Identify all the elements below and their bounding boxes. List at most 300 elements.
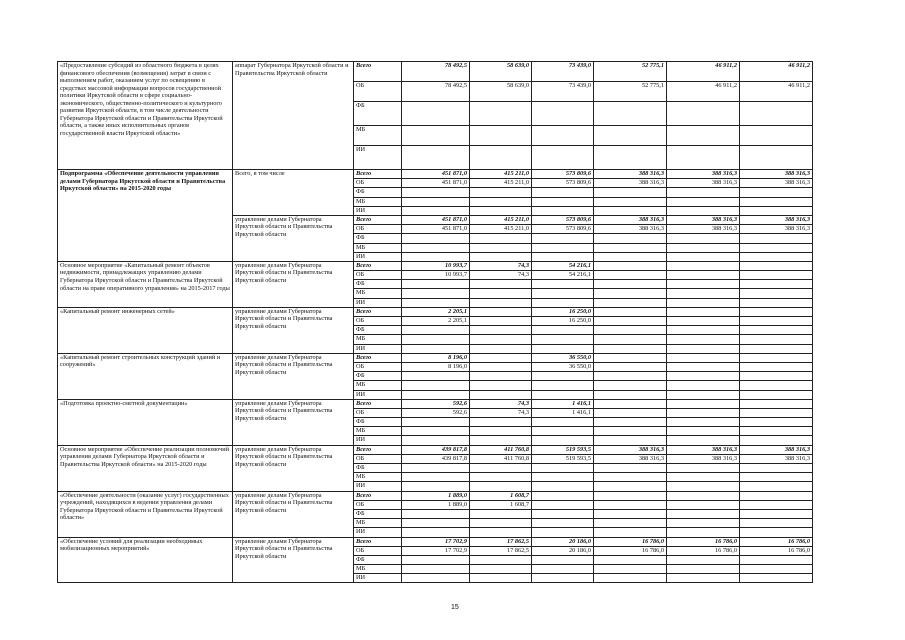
value-cell <box>740 436 813 445</box>
value-cell <box>470 509 532 518</box>
value-cell <box>470 243 532 252</box>
value-cell <box>532 519 594 528</box>
value-cell <box>740 482 813 491</box>
funding-source-cell: ОБ <box>354 362 402 371</box>
funding-source-cell: Всего <box>354 215 402 224</box>
value-cell: 46 911,2 <box>740 62 813 82</box>
activity-name-cell: «Обеспечение деятельности (оказание услуг) государственных учреждений, находящихся в ведении управления делами Губернатора Иркутской области и Правительства Иркутской области» <box>58 491 233 537</box>
funding-source-cell: ФБ <box>354 102 402 126</box>
value-cell <box>740 362 813 371</box>
value-cell <box>667 427 740 436</box>
value-cell <box>532 464 594 473</box>
value-cell <box>594 399 667 408</box>
value-cell: 8 196,0 <box>402 362 470 371</box>
value-cell: 36 550,0 <box>532 353 594 362</box>
value-cell: 16 786,0 <box>594 546 667 555</box>
value-cell <box>470 464 532 473</box>
executor-cell: аппарат Губернатора Иркутской области и Правительства Иркутской области <box>233 62 354 170</box>
value-cell <box>740 528 813 537</box>
value-cell <box>740 243 813 252</box>
value-cell <box>740 271 813 280</box>
value-cell <box>667 408 740 417</box>
table-row <box>58 399 813 408</box>
value-cell <box>594 528 667 537</box>
funding-source-cell: Всего <box>354 445 402 454</box>
value-cell <box>667 362 740 371</box>
value-cell: 388 316,3 <box>740 215 813 224</box>
funding-source-cell: МБ <box>354 243 402 252</box>
value-cell <box>667 519 740 528</box>
value-cell <box>594 464 667 473</box>
value-cell: 388 316,3 <box>667 179 740 188</box>
value-cell <box>470 528 532 537</box>
value-cell <box>594 298 667 307</box>
value-cell <box>402 146 470 170</box>
value-cell <box>470 335 532 344</box>
value-cell <box>740 252 813 261</box>
value-cell: 592,6 <box>402 408 470 417</box>
value-cell: 16 786,0 <box>740 546 813 555</box>
value-cell: 388 316,3 <box>740 179 813 188</box>
value-cell: 411 760,8 <box>470 454 532 463</box>
value-cell <box>594 326 667 335</box>
funding-source-cell: Всего <box>354 537 402 546</box>
value-cell <box>740 335 813 344</box>
value-cell <box>470 555 532 564</box>
value-cell <box>740 473 813 482</box>
value-cell <box>667 280 740 289</box>
value-cell <box>532 146 594 170</box>
value-cell: 17 862,5 <box>470 537 532 546</box>
value-cell <box>402 252 470 261</box>
value-cell: 451 871,0 <box>402 179 470 188</box>
value-cell: 415 211,0 <box>470 225 532 234</box>
value-cell: 74,3 <box>470 261 532 270</box>
value-cell <box>740 298 813 307</box>
value-cell: 16 786,0 <box>667 546 740 555</box>
value-cell <box>402 390 470 399</box>
value-cell: 58 639,0 <box>470 82 532 102</box>
value-cell: 2 205,1 <box>402 317 470 326</box>
value-cell: 16 786,0 <box>740 537 813 546</box>
funding-source-cell: ФБ <box>354 464 402 473</box>
value-cell <box>740 574 813 583</box>
value-cell <box>402 243 470 252</box>
value-cell <box>532 390 594 399</box>
funding-source-cell: ИИ <box>354 436 402 445</box>
value-cell <box>667 317 740 326</box>
activity-name-cell: Подпрограмма «Обеспечение деятельности управления делами Губернатора Иркутской области и Правительства Иркутской области» на 2015-2020 годы <box>58 170 233 262</box>
value-cell <box>402 197 470 206</box>
value-cell <box>667 146 740 170</box>
value-cell: 1 608,7 <box>470 491 532 500</box>
value-cell: 1 416,1 <box>532 408 594 417</box>
table-row <box>58 445 813 454</box>
value-cell: 592,6 <box>402 399 470 408</box>
value-cell <box>740 491 813 500</box>
funding-source-cell: Всего <box>354 399 402 408</box>
value-cell: 74,3 <box>470 408 532 417</box>
value-cell <box>402 289 470 298</box>
value-cell <box>532 482 594 491</box>
value-cell <box>667 234 740 243</box>
value-cell: 1 889,0 <box>402 491 470 500</box>
value-cell <box>740 197 813 206</box>
value-cell <box>470 326 532 335</box>
value-cell <box>740 102 813 126</box>
value-cell <box>740 399 813 408</box>
funding-source-cell: ОБ <box>354 454 402 463</box>
value-cell <box>667 298 740 307</box>
value-cell: 16 250,0 <box>532 307 594 316</box>
value-cell <box>594 206 667 215</box>
value-cell <box>667 102 740 126</box>
value-cell: 20 186,0 <box>532 537 594 546</box>
value-cell <box>594 280 667 289</box>
value-cell <box>667 335 740 344</box>
funding-source-cell: МБ <box>354 565 402 574</box>
funding-source-cell: МБ <box>354 519 402 528</box>
value-cell: 388 316,3 <box>740 170 813 179</box>
value-cell: 388 316,3 <box>740 445 813 454</box>
funding-source-cell: ФБ <box>354 509 402 518</box>
value-cell: 1 416,1 <box>532 399 594 408</box>
funding-source-cell: ФБ <box>354 188 402 197</box>
value-cell <box>402 126 470 146</box>
value-cell: 1 889,0 <box>402 500 470 509</box>
value-cell <box>667 188 740 197</box>
funding-source-cell: Всего <box>354 170 402 179</box>
value-cell <box>594 408 667 417</box>
funding-source-cell: МБ <box>354 473 402 482</box>
funding-source-cell: МБ <box>354 335 402 344</box>
value-cell <box>470 473 532 482</box>
value-cell: 52 775,1 <box>594 62 667 82</box>
value-cell <box>667 307 740 316</box>
value-cell <box>470 418 532 427</box>
value-cell: 2 205,1 <box>402 307 470 316</box>
value-cell <box>594 372 667 381</box>
value-cell <box>470 307 532 316</box>
value-cell <box>594 289 667 298</box>
value-cell: 74,3 <box>470 399 532 408</box>
funding-source-cell: ОБ <box>354 271 402 280</box>
value-cell <box>594 555 667 564</box>
value-cell <box>740 353 813 362</box>
value-cell <box>740 565 813 574</box>
value-cell <box>470 102 532 126</box>
value-cell <box>740 146 813 170</box>
value-cell: 16 250,0 <box>532 317 594 326</box>
value-cell <box>532 335 594 344</box>
value-cell <box>532 344 594 353</box>
value-cell <box>594 390 667 399</box>
value-cell <box>532 473 594 482</box>
value-cell: 78 492,5 <box>402 82 470 102</box>
value-cell <box>402 482 470 491</box>
value-cell <box>740 344 813 353</box>
funding-source-cell: Всего <box>354 307 402 316</box>
value-cell <box>402 372 470 381</box>
funding-source-cell: ОБ <box>354 225 402 234</box>
value-cell <box>402 206 470 215</box>
value-cell: 388 316,3 <box>667 170 740 179</box>
value-cell <box>532 126 594 146</box>
value-cell <box>667 399 740 408</box>
table-row <box>58 62 813 82</box>
value-cell <box>532 188 594 197</box>
value-cell <box>470 317 532 326</box>
value-cell <box>667 271 740 280</box>
value-cell <box>470 362 532 371</box>
funding-source-cell: ФБ <box>354 326 402 335</box>
value-cell: 451 871,0 <box>402 170 470 179</box>
value-cell <box>594 243 667 252</box>
value-cell <box>594 234 667 243</box>
value-cell <box>667 555 740 564</box>
value-cell <box>667 528 740 537</box>
value-cell <box>402 509 470 518</box>
value-cell <box>532 565 594 574</box>
value-cell: 439 817,8 <box>402 454 470 463</box>
value-cell: 46 911,2 <box>740 82 813 102</box>
value-cell: 1 608,7 <box>470 500 532 509</box>
executor-cell: управление делами Губернатора Иркутской области и Правительства Иркутской области <box>233 445 354 491</box>
value-cell <box>402 436 470 445</box>
value-cell <box>532 280 594 289</box>
value-cell <box>532 326 594 335</box>
value-cell: 388 316,3 <box>594 445 667 454</box>
value-cell <box>667 261 740 270</box>
value-cell <box>667 482 740 491</box>
funding-source-cell: ОБ <box>354 179 402 188</box>
funding-source-cell: ИИ <box>354 390 402 399</box>
value-cell <box>667 509 740 518</box>
value-cell <box>594 436 667 445</box>
value-cell <box>667 197 740 206</box>
value-cell: 388 316,3 <box>667 225 740 234</box>
value-cell <box>402 519 470 528</box>
funding-source-cell: МБ <box>354 126 402 146</box>
value-cell: 73 439,0 <box>532 82 594 102</box>
value-cell <box>470 381 532 390</box>
value-cell <box>532 381 594 390</box>
value-cell <box>402 280 470 289</box>
funding-source-cell: ОБ <box>354 408 402 417</box>
funding-source-cell: ФБ <box>354 418 402 427</box>
funding-source-cell: ФБ <box>354 280 402 289</box>
table-row <box>58 261 813 270</box>
value-cell: 46 911,2 <box>667 82 740 102</box>
funding-source-cell: ОБ <box>354 82 402 102</box>
value-cell <box>667 126 740 146</box>
value-cell <box>667 252 740 261</box>
value-cell <box>532 491 594 500</box>
value-cell: 388 316,3 <box>667 454 740 463</box>
value-cell <box>402 335 470 344</box>
value-cell <box>667 473 740 482</box>
value-cell: 388 316,3 <box>594 170 667 179</box>
activity-name-cell: Основное мероприятие «Капитальный ремонт объектов недвижимости, принадлежащих управлению делами Губернатора Иркутской области и Правительства Иркутской области на праве оперативного управления» на 2015-2017 годы <box>58 261 233 307</box>
activity-name-cell: «Предоставление субсидий из областного бюджета в целях финансового обеспечения (возмещения) затрат в связи с выполнением работ, оказанием услуг по освещению в средствах массовой информации вопросов государственной политики Иркутской области в сфере социально-экономического, общественно-политического и культурного развития Иркутской области, в том числе деятельности Губернатора Иркутской области и Правительства Иркутской области, а также иных исполнительных органов государственной власти Иркутской области» <box>58 62 233 170</box>
funding-source-cell: МБ <box>354 197 402 206</box>
value-cell <box>594 126 667 146</box>
value-cell <box>470 146 532 170</box>
funding-source-cell: ОБ <box>354 546 402 555</box>
value-cell <box>470 436 532 445</box>
value-cell <box>532 436 594 445</box>
value-cell <box>740 317 813 326</box>
value-cell <box>594 307 667 316</box>
value-cell <box>740 509 813 518</box>
executor-cell: управление делами Губернатора Иркутской области и Правительства Иркутской области <box>233 215 354 261</box>
executor-cell: Всего, в том числе <box>233 170 354 216</box>
value-cell <box>470 390 532 399</box>
value-cell <box>470 197 532 206</box>
value-cell <box>594 500 667 509</box>
funding-source-cell: ИИ <box>354 482 402 491</box>
value-cell <box>402 528 470 537</box>
value-cell <box>740 234 813 243</box>
value-cell: 17 702,9 <box>402 546 470 555</box>
funding-source-cell: Всего <box>354 353 402 362</box>
value-cell: 17 862,5 <box>470 546 532 555</box>
value-cell <box>532 574 594 583</box>
value-cell: 451 871,0 <box>402 225 470 234</box>
value-cell <box>470 427 532 436</box>
value-cell <box>740 519 813 528</box>
value-cell: 519 593,5 <box>532 454 594 463</box>
table-row <box>58 170 813 179</box>
value-cell <box>740 555 813 564</box>
value-cell <box>594 509 667 518</box>
value-cell: 573 809,6 <box>532 215 594 224</box>
value-cell <box>402 381 470 390</box>
value-cell <box>470 252 532 261</box>
value-cell: 20 186,0 <box>532 546 594 555</box>
funding-source-cell: ФБ <box>354 555 402 564</box>
value-cell <box>594 353 667 362</box>
value-cell: 58 639,0 <box>470 62 532 82</box>
value-cell <box>532 206 594 215</box>
table-row <box>58 491 813 500</box>
value-cell <box>740 126 813 146</box>
value-cell <box>470 344 532 353</box>
value-cell <box>667 344 740 353</box>
value-cell <box>740 289 813 298</box>
value-cell <box>594 335 667 344</box>
value-cell: 74,3 <box>470 271 532 280</box>
value-cell <box>594 252 667 261</box>
budget-table <box>57 61 813 583</box>
value-cell <box>594 427 667 436</box>
value-cell <box>532 252 594 261</box>
value-cell <box>667 436 740 445</box>
executor-cell: управление делами Губернатора Иркутской области и Правительства Иркутской области <box>233 399 354 445</box>
value-cell <box>667 500 740 509</box>
value-cell <box>667 326 740 335</box>
value-cell: 388 316,3 <box>667 445 740 454</box>
value-cell <box>667 491 740 500</box>
value-cell <box>740 408 813 417</box>
value-cell: 46 911,2 <box>667 62 740 82</box>
value-cell <box>402 344 470 353</box>
value-cell <box>594 473 667 482</box>
value-cell <box>667 464 740 473</box>
value-cell <box>594 344 667 353</box>
executor-cell: управление делами Губернатора Иркутской области и Правительства Иркутской области <box>233 261 354 307</box>
value-cell: 388 316,3 <box>594 215 667 224</box>
value-cell: 78 492,5 <box>402 62 470 82</box>
value-cell: 16 786,0 <box>594 537 667 546</box>
value-cell <box>470 234 532 243</box>
value-cell <box>532 555 594 564</box>
value-cell: 415 211,0 <box>470 215 532 224</box>
activity-name-cell: Основное мероприятие «Обеспечение реализации полномочий управления делами Губернатора Иркутской области и Правительства Иркутской области» на 2015-2020 годы <box>58 445 233 491</box>
value-cell: 10 993,7 <box>402 261 470 270</box>
value-cell <box>667 372 740 381</box>
value-cell <box>740 326 813 335</box>
funding-source-cell: ФБ <box>354 234 402 243</box>
value-cell: 573 809,6 <box>532 225 594 234</box>
funding-source-cell: Всего <box>354 62 402 82</box>
value-cell <box>532 243 594 252</box>
value-cell <box>740 261 813 270</box>
funding-source-cell: ИИ <box>354 344 402 353</box>
funding-source-cell: Всего <box>354 261 402 270</box>
value-cell <box>740 188 813 197</box>
executor-cell: управление делами Губернатора Иркутской области и Правительства Иркутской области <box>233 353 354 399</box>
value-cell <box>402 326 470 335</box>
value-cell: 388 316,3 <box>740 225 813 234</box>
value-cell <box>532 528 594 537</box>
value-cell <box>402 427 470 436</box>
value-cell <box>402 464 470 473</box>
value-cell <box>594 197 667 206</box>
funding-source-cell: МБ <box>354 427 402 436</box>
funding-source-cell: Всего <box>354 491 402 500</box>
value-cell <box>470 126 532 146</box>
value-cell <box>667 574 740 583</box>
value-cell <box>594 317 667 326</box>
value-cell <box>667 353 740 362</box>
value-cell <box>667 289 740 298</box>
value-cell: 411 760,8 <box>470 445 532 454</box>
value-cell <box>594 565 667 574</box>
value-cell <box>667 243 740 252</box>
value-cell <box>594 381 667 390</box>
executor-cell: управление делами Губернатора Иркутской области и Правительства Иркутской области <box>233 307 354 353</box>
value-cell <box>740 464 813 473</box>
value-cell <box>402 473 470 482</box>
value-cell <box>594 146 667 170</box>
value-cell <box>470 289 532 298</box>
funding-source-cell: ИИ <box>354 206 402 215</box>
value-cell: 415 211,0 <box>470 179 532 188</box>
value-cell <box>402 188 470 197</box>
value-cell <box>667 206 740 215</box>
page-number: 15 <box>451 604 459 611</box>
value-cell <box>470 206 532 215</box>
value-cell <box>532 234 594 243</box>
funding-source-cell: ОБ <box>354 317 402 326</box>
value-cell: 388 316,3 <box>594 179 667 188</box>
value-cell <box>740 307 813 316</box>
value-cell <box>740 206 813 215</box>
value-cell <box>740 280 813 289</box>
value-cell: 573 809,6 <box>532 179 594 188</box>
value-cell: 451 871,0 <box>402 215 470 224</box>
